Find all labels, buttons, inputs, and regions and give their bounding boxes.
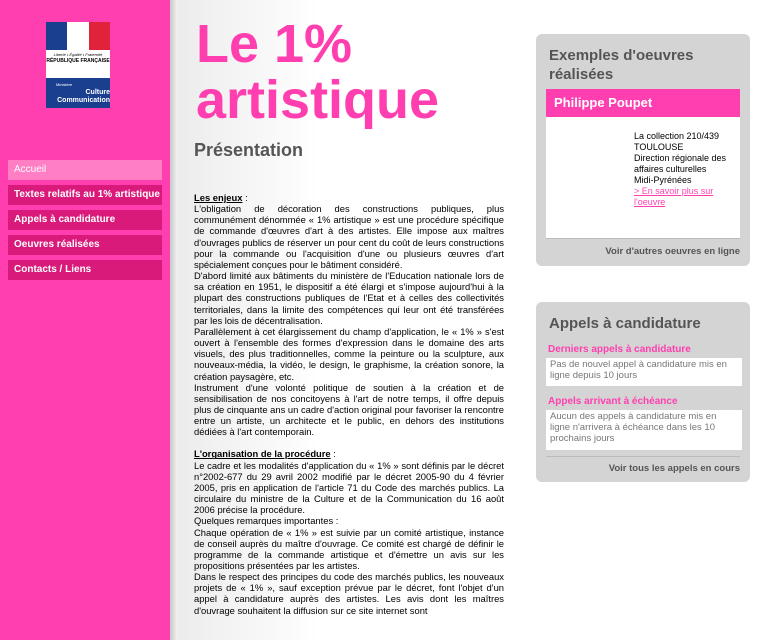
paragraph: Parallèlement à cet élargissement du champ d'application, le « 1% » s'est ouvert à l'ensemble des formes d'expression dans le domaine des arts visuels, des plus traditionnelles, comme la peinture ou la sculpture, aux nouveaux-média, la vidéo, le design, le graphisme, la création sonore, la création paysagère, etc. [194, 325, 504, 382]
more-oeuvres-link[interactable]: Voir d'autres oeuvres en ligne [605, 246, 740, 257]
paragraph: Instrument d'une volonté politique de soutien à la création et de sensibilisation de nos concitoyens à l'art de notre temps, il offre depuis plus de cinquante ans un cadre d'action original pour favoriser la rencontre entre un artiste, un architecte et le public, en dehors des institutions dédiées à l'art contemporain. [194, 381, 504, 438]
paragraph: Dans le respect des principes du code des marchés publics, les nouveaux projets de « 1% », sauf exception prévue par le décret, font l'objet d'un appel à candidature auprès des artistes. Les avis dont les maîtres d'ouvrage souhaitent la diffusion sur ce site internet sont [194, 571, 504, 616]
logo-motto: Liberté • Égalité • Fraternité [53, 52, 103, 57]
site-title: Le 1% artistique [196, 14, 440, 130]
artwork-info-line: La collection 210/439 [634, 131, 720, 141]
nav-item-accueil[interactable]: Accueil [8, 160, 162, 180]
nav-item-oeuvres[interactable]: Oeuvres réalisées [8, 235, 162, 255]
divider [546, 238, 740, 239]
nav-item-textes[interactable]: Textes relatifs au 1% artistique [8, 185, 162, 205]
logo-republic: RÉPUBLIQUE FRANÇAISE [46, 58, 110, 64]
main-navigation [8, 160, 162, 285]
paragraph: Chaque opération de « 1% » est suivie par un comité artistique, instance de conseil auprès du maître d'ouvrage. Ce comité est chargé de définir le programme de la commande artistique et d'émettre un avis sur les propositions présentées par les artistes. [194, 526, 504, 571]
nav-item-appels[interactable]: Appels à candidature [8, 210, 162, 230]
paragraph: D'abord limité aux bâtiments du ministère de l'Education nationale lors de sa création en 1951, le dispositif a été élargi et s'impose aujourd'hui à la plupart des constructions publiques de l'Etat et à celles des collectivités territoriales, dans la limite des compétences qui leur ont été transférées par les lois de décentralisation. [194, 270, 504, 326]
appels-panel [536, 302, 750, 482]
enjeux-title: Les enjeux [194, 192, 243, 203]
section-heading: Présentation [194, 140, 304, 160]
examples-panel [536, 34, 750, 266]
appels-panel-title: Appels à candidature [549, 315, 701, 332]
artwork-card [546, 117, 740, 238]
paragraph: L'organisation de la procédure : [194, 448, 336, 460]
recent-appels-text: Pas de nouvel appel à candidature mis en ligne depuis 10 jours [546, 358, 742, 386]
org-title: L'organisation de la procédure [194, 448, 331, 460]
logo-culture-block [46, 89, 110, 105]
artist-name: Philippe Poupet [546, 89, 740, 117]
nav-item-contacts[interactable]: Contacts / Liens [8, 260, 162, 280]
sidebar-shadow [170, 0, 178, 640]
paragraph: Le cadre et les modalités d'application du « 1% » sont définis par le décret n°2002-677 du 29 avril 2002 modifié par le décret 2005-90 du 4 février 2005, pris en application de l'article 71 du Code des marchés publics. La circulaire du ministre de la Culture et de la Communication du 16 août 2006 précise la procédure. [194, 459, 504, 516]
divider [546, 456, 740, 457]
artwork-info-line: Midi-Pyrénées [634, 175, 692, 185]
republique-francaise-logo[interactable] [46, 22, 110, 108]
paragraph: Les enjeux : [194, 192, 248, 203]
flag-icon [46, 22, 110, 50]
artwork-more-link[interactable]: > En savoir plus sur l'oeuvre [634, 186, 714, 207]
logo-ministry: Ministère [56, 82, 73, 87]
artwork-info-line: Direction régionale des affaires culturelles [634, 153, 727, 174]
deadline-appels-text: Aucun des appels à candidature mis en ligne n'arrivera à échéance dans les 10 prochains jours [546, 410, 742, 450]
logo-culture: Culture [85, 89, 110, 96]
artwork-info-line: TOULOUSE [634, 142, 684, 152]
logo-communication: Communication [57, 97, 110, 104]
paragraph: Quelques remarques importantes : [194, 515, 339, 527]
logo-motto-block [46, 50, 110, 78]
artwork-info [634, 131, 738, 208]
deadline-appels-link[interactable]: Appels arrivant à échéance [548, 396, 678, 407]
all-appels-link[interactable]: Voir tous les appels en cours [608, 463, 740, 474]
paragraph: L'obligation de décoration des constructions publiques, plus communément dénommée « 1% artistique » est une procédure spécifique de commande d'œuvres d'art à des artistes. Elle impose aux maîtres d'ouvrages publics de réserver un pour cent du coût de leurs constructions pour la commande ou l'acquisition d'une ou plusieurs œuvres d'art spécialement conçues pour le bâtiment considéré. [194, 203, 504, 270]
recent-appels-link[interactable]: Derniers appels à candidature [548, 344, 691, 355]
examples-panel-title: Exemples d'oeuvres réalisées [549, 47, 694, 83]
main-content [194, 192, 504, 616]
